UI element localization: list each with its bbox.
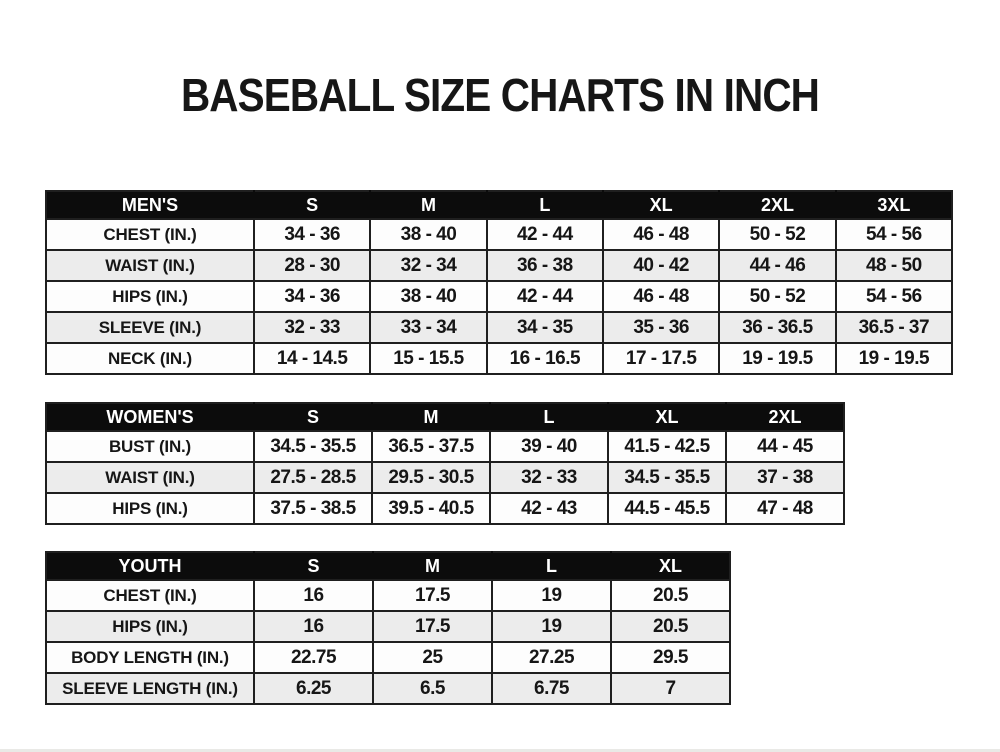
size-column-header: XL <box>608 403 726 431</box>
size-value-cell: 32 - 33 <box>254 312 370 343</box>
header-row <box>46 552 730 580</box>
size-column-header: 3XL <box>836 191 952 219</box>
size-value-cell: 6.5 <box>373 673 492 704</box>
size-column-header: L <box>490 403 608 431</box>
size-value-cell: 17.5 <box>373 580 492 611</box>
page-title: BASEBALL SIZE CHARTS IN INCH <box>180 69 820 121</box>
size-value-cell: 37 - 38 <box>726 462 844 493</box>
size-value-cell: 34.5 - 35.5 <box>608 462 726 493</box>
size-column-header: M <box>373 552 492 580</box>
size-value-cell: 54 - 56 <box>836 219 952 250</box>
measurement-row <box>46 250 952 281</box>
measurement-row <box>46 462 844 493</box>
size-value-cell: 34.5 - 35.5 <box>254 431 372 462</box>
size-value-cell: 47 - 48 <box>726 493 844 524</box>
size-value-cell: 19 - 19.5 <box>719 343 835 374</box>
size-value-cell: 19 <box>492 580 611 611</box>
size-column-header: XL <box>603 191 719 219</box>
measurement-row <box>46 281 952 312</box>
size-column-header: 2XL <box>719 191 835 219</box>
size-value-cell: 29.5 <box>611 642 730 673</box>
size-column-header: M <box>370 191 486 219</box>
size-value-cell: 40 - 42 <box>603 250 719 281</box>
size-value-cell: 42 - 43 <box>490 493 608 524</box>
size-value-cell: 42 - 44 <box>487 281 603 312</box>
measurement-row <box>46 642 730 673</box>
size-column-header: 2XL <box>726 403 844 431</box>
measurement-label: CHEST (IN.) <box>46 219 254 250</box>
mens-size-table <box>45 190 953 375</box>
measurement-label: WAIST (IN.) <box>46 250 254 281</box>
size-column-header: M <box>372 403 490 431</box>
size-value-cell: 25 <box>373 642 492 673</box>
size-value-cell: 19 - 19.5 <box>836 343 952 374</box>
size-value-cell: 37.5 - 38.5 <box>254 493 372 524</box>
measurement-label: HIPS (IN.) <box>46 611 254 642</box>
measurement-row <box>46 673 730 704</box>
size-value-cell: 39.5 - 40.5 <box>372 493 490 524</box>
header-row <box>46 191 952 219</box>
size-value-cell: 6.25 <box>254 673 373 704</box>
size-value-cell: 38 - 40 <box>370 281 486 312</box>
size-value-cell: 32 - 34 <box>370 250 486 281</box>
measurement-label: SLEEVE LENGTH (IN.) <box>46 673 254 704</box>
size-value-cell: 34 - 35 <box>487 312 603 343</box>
size-value-cell: 50 - 52 <box>719 219 835 250</box>
size-value-cell: 20.5 <box>611 611 730 642</box>
size-value-cell: 38 - 40 <box>370 219 486 250</box>
size-value-cell: 39 - 40 <box>490 431 608 462</box>
size-value-cell: 17 - 17.5 <box>603 343 719 374</box>
size-value-cell: 44.5 - 45.5 <box>608 493 726 524</box>
header-row <box>46 403 844 431</box>
size-column-header: S <box>254 191 370 219</box>
measurement-label: NECK (IN.) <box>46 343 254 374</box>
size-value-cell: 48 - 50 <box>836 250 952 281</box>
size-value-cell: 27.5 - 28.5 <box>254 462 372 493</box>
measurement-row <box>46 493 844 524</box>
size-value-cell: 42 - 44 <box>487 219 603 250</box>
measurement-row <box>46 312 952 343</box>
size-value-cell: 14 - 14.5 <box>254 343 370 374</box>
size-column-header: S <box>254 403 372 431</box>
size-value-cell: 46 - 48 <box>603 219 719 250</box>
size-value-cell: 19 <box>492 611 611 642</box>
measurement-label: HIPS (IN.) <box>46 281 254 312</box>
table-title-cell: MEN'S <box>46 191 254 219</box>
size-value-cell: 15 - 15.5 <box>370 343 486 374</box>
size-value-cell: 27.25 <box>492 642 611 673</box>
youth-size-table <box>45 551 731 705</box>
womens-size-table <box>45 402 845 525</box>
measurement-label: SLEEVE (IN.) <box>46 312 254 343</box>
size-value-cell: 46 - 48 <box>603 281 719 312</box>
measurement-label: BODY LENGTH (IN.) <box>46 642 254 673</box>
size-value-cell: 32 - 33 <box>490 462 608 493</box>
size-value-cell: 36 - 36.5 <box>719 312 835 343</box>
size-value-cell: 35 - 36 <box>603 312 719 343</box>
size-column-header: L <box>487 191 603 219</box>
size-value-cell: 6.75 <box>492 673 611 704</box>
measurement-label: BUST (IN.) <box>46 431 254 462</box>
size-value-cell: 28 - 30 <box>254 250 370 281</box>
size-column-header: XL <box>611 552 730 580</box>
size-value-cell: 16 <box>254 580 373 611</box>
size-value-cell: 16 <box>254 611 373 642</box>
size-value-cell: 33 - 34 <box>370 312 486 343</box>
size-value-cell: 34 - 36 <box>254 219 370 250</box>
table-title-cell: YOUTH <box>46 552 254 580</box>
size-value-cell: 20.5 <box>611 580 730 611</box>
size-value-cell: 7 <box>611 673 730 704</box>
size-value-cell: 50 - 52 <box>719 281 835 312</box>
size-value-cell: 36 - 38 <box>487 250 603 281</box>
measurement-row <box>46 431 844 462</box>
size-column-header: S <box>254 552 373 580</box>
measurement-label: HIPS (IN.) <box>46 493 254 524</box>
size-value-cell: 16 - 16.5 <box>487 343 603 374</box>
size-value-cell: 17.5 <box>373 611 492 642</box>
table-title-cell: WOMEN'S <box>46 403 254 431</box>
measurement-row <box>46 343 952 374</box>
measurement-label: CHEST (IN.) <box>46 580 254 611</box>
size-value-cell: 34 - 36 <box>254 281 370 312</box>
measurement-row <box>46 611 730 642</box>
size-value-cell: 44 - 45 <box>726 431 844 462</box>
measurement-label: WAIST (IN.) <box>46 462 254 493</box>
size-value-cell: 41.5 - 42.5 <box>608 431 726 462</box>
measurement-row <box>46 580 730 611</box>
measurement-row <box>46 219 952 250</box>
size-value-cell: 22.75 <box>254 642 373 673</box>
size-value-cell: 54 - 56 <box>836 281 952 312</box>
size-column-header: L <box>492 552 611 580</box>
size-value-cell: 36.5 - 37 <box>836 312 952 343</box>
size-value-cell: 44 - 46 <box>719 250 835 281</box>
size-value-cell: 36.5 - 37.5 <box>372 431 490 462</box>
size-value-cell: 29.5 - 30.5 <box>372 462 490 493</box>
